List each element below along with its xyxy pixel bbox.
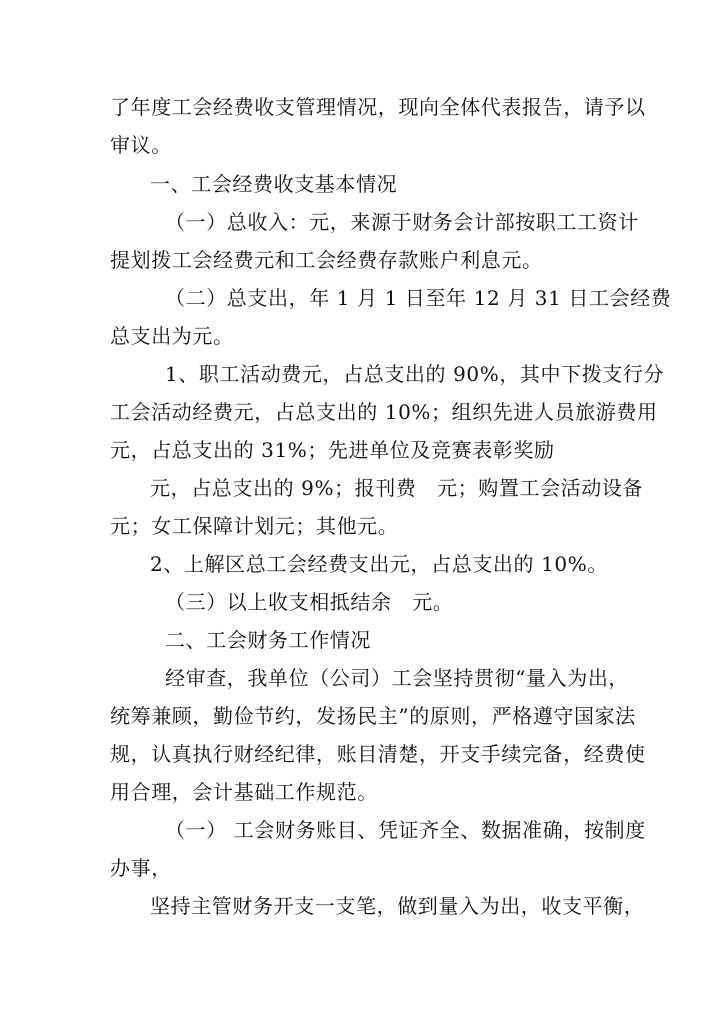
text-line: （二）总支出，年 1 月 1 日至年 12 月 31 日工会经费 (165, 286, 672, 310)
text-line: 提划拨工会经费元和工会经费存款账户利息元。 (110, 248, 543, 272)
text-line: 统筹兼顾，勤俭节约，发扬民主”的原则，严格遵守国家法 (110, 704, 636, 728)
text-line: 元，占总支出的 31%；先进单位及竞赛表彰奖励 (110, 438, 555, 462)
text-line: 1、职工活动费元，占总支出的 90%，其中下拨支行分 (165, 362, 665, 386)
text-line: 元，占总支出的 9%；报刊费 元；购置工会活动设备 (150, 476, 644, 500)
text-line: 办事， (110, 856, 172, 880)
text-line: （一）总收入：元，来源于财务会计部按职工工资计 (165, 210, 639, 234)
text-line: 了年度工会经费收支管理情况，现向全体代表报告，请予以 (110, 95, 646, 119)
section-heading: 一、工会经费收支基本情况 (150, 172, 398, 196)
section-heading: 二、工会财务工作情况 (165, 628, 371, 652)
text-line: 坚持主管财务开支一支笔，做到量入为出，收支平衡， (150, 894, 645, 918)
text-line: 经审查，我单位（公司）工会坚持贯彻“量入为出， (165, 666, 630, 690)
text-line: （一） 工会财务账目、凭证齐全、数据准确，按制度 (165, 818, 646, 842)
text-line: 工会活动经费元，占总支出的 10%；组织先进人员旅游费用 (110, 400, 658, 424)
text-line: 2、上解区总工会经费支出元，占总支出的 10%。 (150, 552, 608, 576)
text-line: 用合理，会计基础工作规范。 (110, 780, 378, 804)
text-line: 规，认真执行财经纪律，账目清楚，开支手续完备，经费使 (110, 742, 646, 766)
text-line: 审议。 (110, 133, 172, 157)
text-line: 总支出为元。 (110, 324, 234, 348)
text-line: 元；女工保障计划元；其他元。 (110, 514, 399, 538)
text-line: （三）以上收支相抵结余 元。 (165, 590, 454, 614)
